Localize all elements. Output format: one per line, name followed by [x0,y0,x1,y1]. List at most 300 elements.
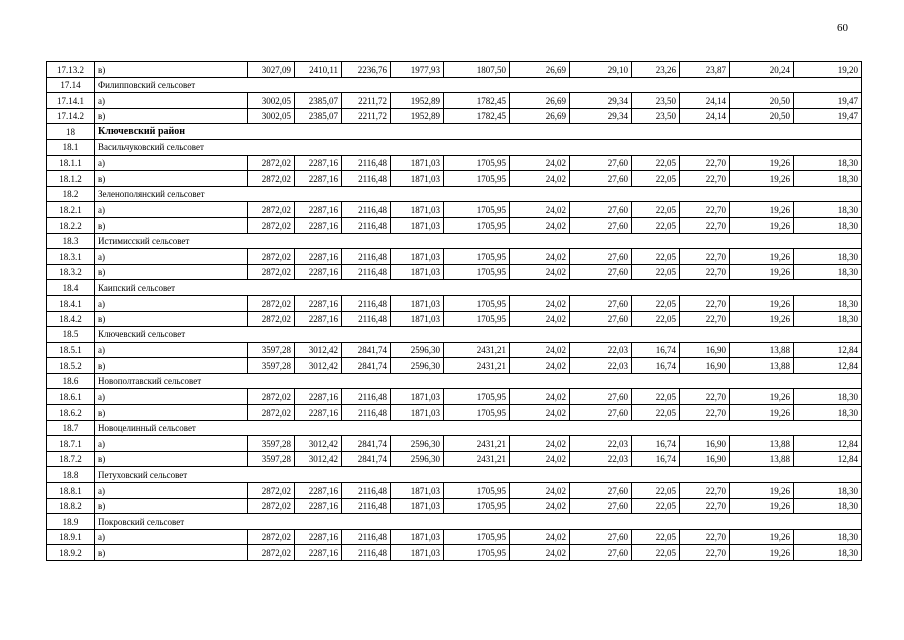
table-body [47,62,862,561]
value-cell: 1705,95 [444,295,510,311]
value-cell: 2287,16 [295,529,342,545]
row-code: 17.14.2 [47,108,95,124]
value-cell: 22,05 [632,171,680,187]
row-label: в) [95,498,248,514]
value-cell: 2287,16 [295,389,342,405]
section-row [47,186,862,202]
value-cell: 19,47 [794,93,862,109]
value-cell: 13,88 [730,451,794,467]
value-cell: 24,02 [510,389,570,405]
value-cell: 29,34 [570,108,632,124]
value-cell: 16,74 [632,358,680,374]
value-cell: 16,74 [632,436,680,452]
value-cell: 27,60 [570,155,632,171]
value-cell: 13,88 [730,342,794,358]
value-cell: 2287,16 [295,498,342,514]
value-cell: 22,05 [632,155,680,171]
value-cell: 2872,02 [248,545,295,561]
value-cell: 18,30 [794,405,862,421]
value-cell: 19,26 [730,483,794,499]
value-cell: 2872,02 [248,311,295,327]
row-code: 18.1 [47,139,95,155]
value-cell: 1705,95 [444,217,510,233]
value-cell: 27,60 [570,545,632,561]
row-label: а) [95,155,248,171]
value-cell: 24,02 [510,483,570,499]
value-cell: 2872,02 [248,483,295,499]
value-cell: 19,26 [730,217,794,233]
value-cell: 2872,02 [248,217,295,233]
value-cell: 1705,95 [444,389,510,405]
value-cell: 18,30 [794,217,862,233]
row-label: а) [95,436,248,452]
row-code: 17.14.1 [47,93,95,109]
value-cell: 2872,02 [248,405,295,421]
row-label: а) [95,389,248,405]
value-cell: 22,03 [570,451,632,467]
row-code: 18.1.1 [47,155,95,171]
value-cell: 1807,50 [444,62,510,78]
value-cell: 27,60 [570,498,632,514]
value-cell: 2287,16 [295,202,342,218]
value-cell: 22,70 [680,545,730,561]
row-code: 18.7 [47,420,95,436]
value-cell: 2287,16 [295,295,342,311]
row-code: 18.4 [47,280,95,296]
value-cell: 19,26 [730,171,794,187]
value-cell: 2872,02 [248,155,295,171]
value-cell: 2287,16 [295,545,342,561]
value-cell: 1782,45 [444,108,510,124]
section-title: Каипский сельсовет [95,280,862,296]
value-cell: 24,14 [680,108,730,124]
section-row [47,420,862,436]
table-row [47,358,862,374]
table-row [47,342,862,358]
value-cell: 13,88 [730,436,794,452]
value-cell: 22,70 [680,264,730,280]
value-cell: 22,05 [632,311,680,327]
value-cell: 2385,07 [295,108,342,124]
row-code: 18.6.1 [47,389,95,405]
value-cell: 24,02 [510,451,570,467]
table-row [47,405,862,421]
row-code: 17.13.2 [47,62,95,78]
value-cell: 3597,28 [248,436,295,452]
value-cell: 16,90 [680,451,730,467]
value-cell: 2287,16 [295,311,342,327]
value-cell: 2841,74 [342,451,391,467]
value-cell: 2872,02 [248,249,295,265]
value-cell: 24,02 [510,545,570,561]
value-cell: 12,84 [794,342,862,358]
value-cell: 29,34 [570,93,632,109]
row-code: 18.1.2 [47,171,95,187]
value-cell: 2410,11 [295,62,342,78]
value-cell: 18,30 [794,202,862,218]
value-cell: 22,05 [632,405,680,421]
section-title: Филипповский сельсовет [95,77,862,93]
value-cell: 1977,93 [391,62,444,78]
page-number: 60 [837,22,848,34]
row-code: 18.5.1 [47,342,95,358]
value-cell: 2431,21 [444,436,510,452]
value-cell: 1871,03 [391,249,444,265]
row-label: а) [95,249,248,265]
table-row [47,545,862,561]
value-cell: 1705,95 [444,311,510,327]
value-cell: 2116,48 [342,405,391,421]
value-cell: 24,02 [510,311,570,327]
value-cell: 19,26 [730,389,794,405]
value-cell: 18,30 [794,545,862,561]
section-row [47,233,862,249]
value-cell: 22,70 [680,295,730,311]
value-cell: 27,60 [570,264,632,280]
value-cell: 18,30 [794,155,862,171]
table-row [47,249,862,265]
value-cell: 22,70 [680,217,730,233]
value-cell: 29,10 [570,62,632,78]
value-cell: 23,87 [680,62,730,78]
value-cell: 2116,48 [342,529,391,545]
value-cell: 22,70 [680,405,730,421]
section-row [47,467,862,483]
value-cell: 16,90 [680,436,730,452]
value-cell: 3002,05 [248,93,295,109]
value-cell: 2596,30 [391,451,444,467]
value-cell: 20,24 [730,62,794,78]
value-cell: 18,30 [794,311,862,327]
section-row [47,514,862,530]
row-code: 18.2 [47,186,95,202]
value-cell: 22,05 [632,529,680,545]
value-cell: 2116,48 [342,171,391,187]
value-cell: 1952,89 [391,93,444,109]
value-cell: 24,02 [510,171,570,187]
value-cell: 27,60 [570,483,632,499]
value-cell: 24,02 [510,155,570,171]
table-row [47,311,862,327]
row-code: 18.8 [47,467,95,483]
value-cell: 26,69 [510,108,570,124]
row-label: в) [95,358,248,374]
value-cell: 24,02 [510,217,570,233]
row-label: в) [95,171,248,187]
row-label: а) [95,342,248,358]
value-cell: 22,70 [680,202,730,218]
value-cell: 24,02 [510,498,570,514]
value-cell: 27,60 [570,389,632,405]
value-cell: 18,30 [794,264,862,280]
value-cell: 26,69 [510,62,570,78]
value-cell: 2841,74 [342,358,391,374]
value-cell: 24,02 [510,529,570,545]
value-cell: 2872,02 [248,389,295,405]
value-cell: 3597,28 [248,358,295,374]
value-cell: 1705,95 [444,405,510,421]
row-code: 18.9.1 [47,529,95,545]
table-row [47,295,862,311]
table-row [47,389,862,405]
value-cell: 2872,02 [248,529,295,545]
value-cell: 18,30 [794,529,862,545]
row-code: 18.7.2 [47,451,95,467]
table-row [47,155,862,171]
value-cell: 2116,48 [342,498,391,514]
value-cell: 19,26 [730,529,794,545]
row-code: 18.4.2 [47,311,95,327]
value-cell: 3012,42 [295,436,342,452]
value-cell: 2841,74 [342,436,391,452]
value-cell: 3012,42 [295,451,342,467]
value-cell: 1871,03 [391,295,444,311]
value-cell: 24,02 [510,405,570,421]
value-cell: 2596,30 [391,358,444,374]
section-title: Новополтавский сельсовет [95,373,862,389]
value-cell: 1705,95 [444,155,510,171]
value-cell: 2116,48 [342,389,391,405]
value-cell: 2287,16 [295,171,342,187]
value-cell: 2287,16 [295,405,342,421]
value-cell: 2116,48 [342,264,391,280]
section-row [47,327,862,343]
value-cell: 24,14 [680,93,730,109]
value-cell: 22,05 [632,389,680,405]
value-cell: 1952,89 [391,108,444,124]
value-cell: 26,69 [510,93,570,109]
value-cell: 16,90 [680,358,730,374]
value-cell: 12,84 [794,358,862,374]
value-cell: 18,30 [794,498,862,514]
value-cell: 2872,02 [248,498,295,514]
value-cell: 22,70 [680,529,730,545]
value-cell: 24,02 [510,264,570,280]
value-cell: 24,02 [510,295,570,311]
value-cell: 3012,42 [295,358,342,374]
row-code: 18.3.1 [47,249,95,265]
section-title: Зеленополянский сельсовет [95,186,862,202]
value-cell: 24,02 [510,358,570,374]
value-cell: 2385,07 [295,93,342,109]
value-cell: 23,50 [632,108,680,124]
value-cell: 18,30 [794,171,862,187]
section-title: Истимисский сельсовет [95,233,862,249]
value-cell: 19,20 [794,62,862,78]
value-cell: 1705,95 [444,171,510,187]
value-cell: 2431,21 [444,358,510,374]
value-cell: 13,88 [730,358,794,374]
value-cell: 1705,95 [444,545,510,561]
row-code: 18.9.2 [47,545,95,561]
value-cell: 2287,16 [295,264,342,280]
row-label: а) [95,202,248,218]
row-code: 18.3 [47,233,95,249]
table-row [47,108,862,124]
value-cell: 3002,05 [248,108,295,124]
value-cell: 22,05 [632,545,680,561]
value-cell: 1705,95 [444,202,510,218]
value-cell: 22,05 [632,249,680,265]
value-cell: 12,84 [794,436,862,452]
section-title: Петуховский сельсовет [95,467,862,483]
value-cell: 19,26 [730,311,794,327]
value-cell: 2287,16 [295,217,342,233]
value-cell: 2116,48 [342,249,391,265]
value-cell: 27,60 [570,202,632,218]
table-row [47,436,862,452]
value-cell: 18,30 [794,295,862,311]
value-cell: 1705,95 [444,483,510,499]
row-label: в) [95,311,248,327]
value-cell: 2872,02 [248,295,295,311]
value-cell: 20,50 [730,108,794,124]
value-cell: 1871,03 [391,202,444,218]
value-cell: 22,05 [632,498,680,514]
value-cell: 24,02 [510,436,570,452]
value-cell: 18,30 [794,249,862,265]
value-cell: 27,60 [570,529,632,545]
row-code: 18.6 [47,373,95,389]
value-cell: 1705,95 [444,249,510,265]
value-cell: 1871,03 [391,498,444,514]
value-cell: 2872,02 [248,202,295,218]
table-row [47,202,862,218]
value-cell: 22,70 [680,155,730,171]
value-cell: 22,70 [680,171,730,187]
value-cell: 1871,03 [391,171,444,187]
value-cell: 2116,48 [342,545,391,561]
value-cell: 2116,48 [342,483,391,499]
value-cell: 1705,95 [444,264,510,280]
value-cell: 23,50 [632,93,680,109]
row-code: 18.9 [47,514,95,530]
row-code: 18.2.2 [47,217,95,233]
value-cell: 2841,74 [342,342,391,358]
value-cell: 2596,30 [391,436,444,452]
table-row [47,529,862,545]
value-cell: 16,74 [632,342,680,358]
row-label: в) [95,108,248,124]
row-code: 18 [47,124,95,140]
value-cell: 2287,16 [295,483,342,499]
section-title: Васильчуковский сельсовет [95,139,862,155]
value-cell: 2872,02 [248,264,295,280]
value-cell: 1871,03 [391,389,444,405]
value-cell: 27,60 [570,295,632,311]
value-cell: 3027,09 [248,62,295,78]
value-cell: 12,84 [794,451,862,467]
value-cell: 19,26 [730,295,794,311]
value-cell: 16,90 [680,342,730,358]
value-cell: 2872,02 [248,171,295,187]
value-cell: 19,26 [730,405,794,421]
value-cell: 18,30 [794,389,862,405]
value-cell: 1871,03 [391,217,444,233]
table-row [47,264,862,280]
value-cell: 1871,03 [391,311,444,327]
value-cell: 2431,21 [444,451,510,467]
table-row [47,171,862,187]
value-cell: 19,26 [730,249,794,265]
value-cell: 22,05 [632,264,680,280]
section-title: Новоцелинный сельсовет [95,420,862,436]
row-label: в) [95,451,248,467]
value-cell: 1871,03 [391,155,444,171]
value-cell: 22,70 [680,249,730,265]
value-cell: 22,05 [632,483,680,499]
value-cell: 3597,28 [248,451,295,467]
value-cell: 1871,03 [391,545,444,561]
value-cell: 19,47 [794,108,862,124]
value-cell: 24,02 [510,202,570,218]
table-row [47,451,862,467]
value-cell: 1782,45 [444,93,510,109]
value-cell: 22,05 [632,202,680,218]
value-cell: 22,70 [680,483,730,499]
value-cell: 2116,48 [342,202,391,218]
value-cell: 19,26 [730,202,794,218]
section-row [47,124,862,140]
section-title: Покровский сельсовет [95,514,862,530]
section-row [47,139,862,155]
value-cell: 22,05 [632,217,680,233]
value-cell: 2116,48 [342,295,391,311]
value-cell: 2287,16 [295,155,342,171]
value-cell: 22,03 [570,436,632,452]
value-cell: 19,26 [730,498,794,514]
value-cell: 27,60 [570,217,632,233]
table-row [47,93,862,109]
row-label: в) [95,217,248,233]
value-cell: 18,30 [794,483,862,499]
row-label: а) [95,93,248,109]
value-cell: 20,50 [730,93,794,109]
row-code: 18.8.1 [47,483,95,499]
row-code: 17.14 [47,77,95,93]
value-cell: 2596,30 [391,342,444,358]
value-cell: 3597,28 [248,342,295,358]
value-cell: 19,26 [730,264,794,280]
value-cell: 2116,48 [342,155,391,171]
table-row [47,62,862,78]
row-code: 18.5 [47,327,95,343]
value-cell: 19,26 [730,155,794,171]
row-label: в) [95,545,248,561]
value-cell: 2431,21 [444,342,510,358]
value-cell: 22,05 [632,295,680,311]
row-label: в) [95,264,248,280]
row-code: 18.2.1 [47,202,95,218]
value-cell: 2116,48 [342,311,391,327]
row-label: а) [95,483,248,499]
section-row [47,77,862,93]
value-cell: 22,03 [570,358,632,374]
tariff-table [46,61,862,561]
row-label: в) [95,405,248,421]
row-code: 18.8.2 [47,498,95,514]
value-cell: 2287,16 [295,249,342,265]
section-row [47,373,862,389]
value-cell: 27,60 [570,311,632,327]
value-cell: 1871,03 [391,529,444,545]
section-title: Ключевский сельсовет [95,327,862,343]
value-cell: 1705,95 [444,529,510,545]
value-cell: 24,02 [510,342,570,358]
value-cell: 2236,76 [342,62,391,78]
row-code: 18.3.2 [47,264,95,280]
value-cell: 3012,42 [295,342,342,358]
